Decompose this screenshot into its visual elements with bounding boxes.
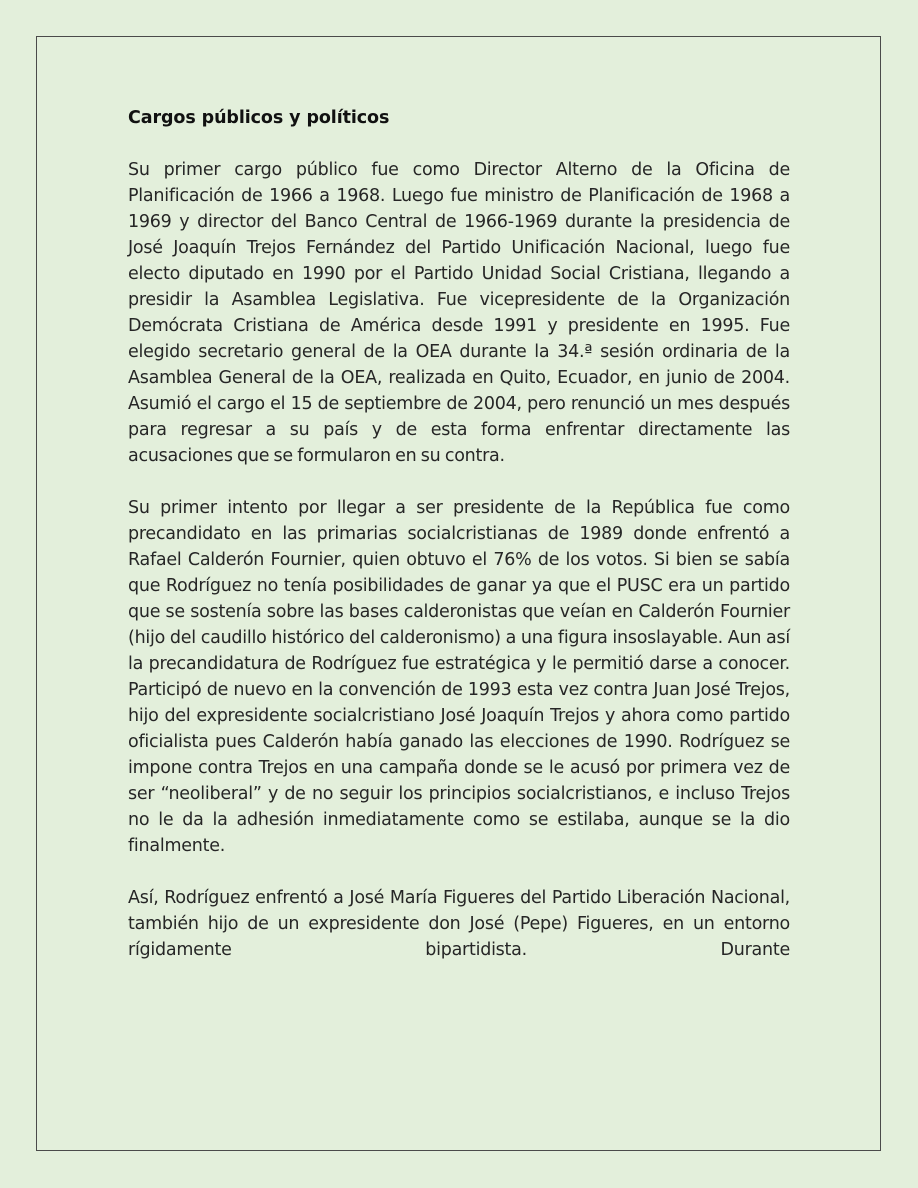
paragraph-1: Su primer cargo público fue como Director Alterno de la Oficina de Planificación de 1966 a 1968. Luego fue ministro de Planificación de 1968 a 1969 y director del Banco Central de 1966-1969 durante la presidencia de José Joaquín Trejos Fernández del Partido Unificación Nacional, luego fue electo diputado en 1990 por el Partido Unidad Social Cristiana, llegando a presidir la Asamblea Legislativa. Fue vicepresidente de la Organización Demócrata Cristiana de América desde 1991 y presidente en 1995. Fue elegido secretario general de la OEA durante la 34.ª sesión ordinaria de la Asamblea General de la OEA, realizada en Quito, Ecuador, en junio de 2004. Asumió el cargo el 15 de septiembre de 2004, pero renunció un mes después para regresar a su país y de esta forma enfrentar directamente las acusaciones que se formularon en su contra.	[128, 160, 790, 466]
document-body	[128, 105, 790, 963]
paragraph-3: Así, Rodríguez enfrentó a José María Figueres del Partido Liberación Nacional, también hijo de un expresidente don José (Pepe) Figueres, en un entorno rígidamente bipartidista. Durante	[128, 888, 790, 960]
paragraph-2: Su primer intento por llegar a ser presidente de la República fue como precandidato en las primarias socialcristianas de 1989 donde enfrentó a Rafael Calderón Fournier, quien obtuvo el 76% de los votos. Si bien se sabía que Rodríguez no tenía posibilidades de ganar ya que el PUSC era un partido que se sostenía sobre las bases calderonistas que veían en Calderón Fournier (hijo del caudillo histórico del calderonismo) a una figura insoslayable. Aun así la precandidatura de Rodríguez fue estratégica y le permitió darse a conocer. Participó de nuevo en la convención de 1993 esta vez contra Juan José Trejos, hijo del expresidente socialcristiano José Joaquín Trejos y ahora como partido oficialista pues Calderón había ganado las elecciones de 1990. Rodríguez se impone contra Trejos en una campaña donde se le acusó por primera vez de ser “neoliberal” y de no seguir los principios socialcristianos, e incluso Trejos no le da la adhesión inmediatamente como se estilaba, aunque se la dio finalmente.	[128, 498, 790, 856]
section-heading: Cargos públicos y políticos	[128, 108, 390, 128]
